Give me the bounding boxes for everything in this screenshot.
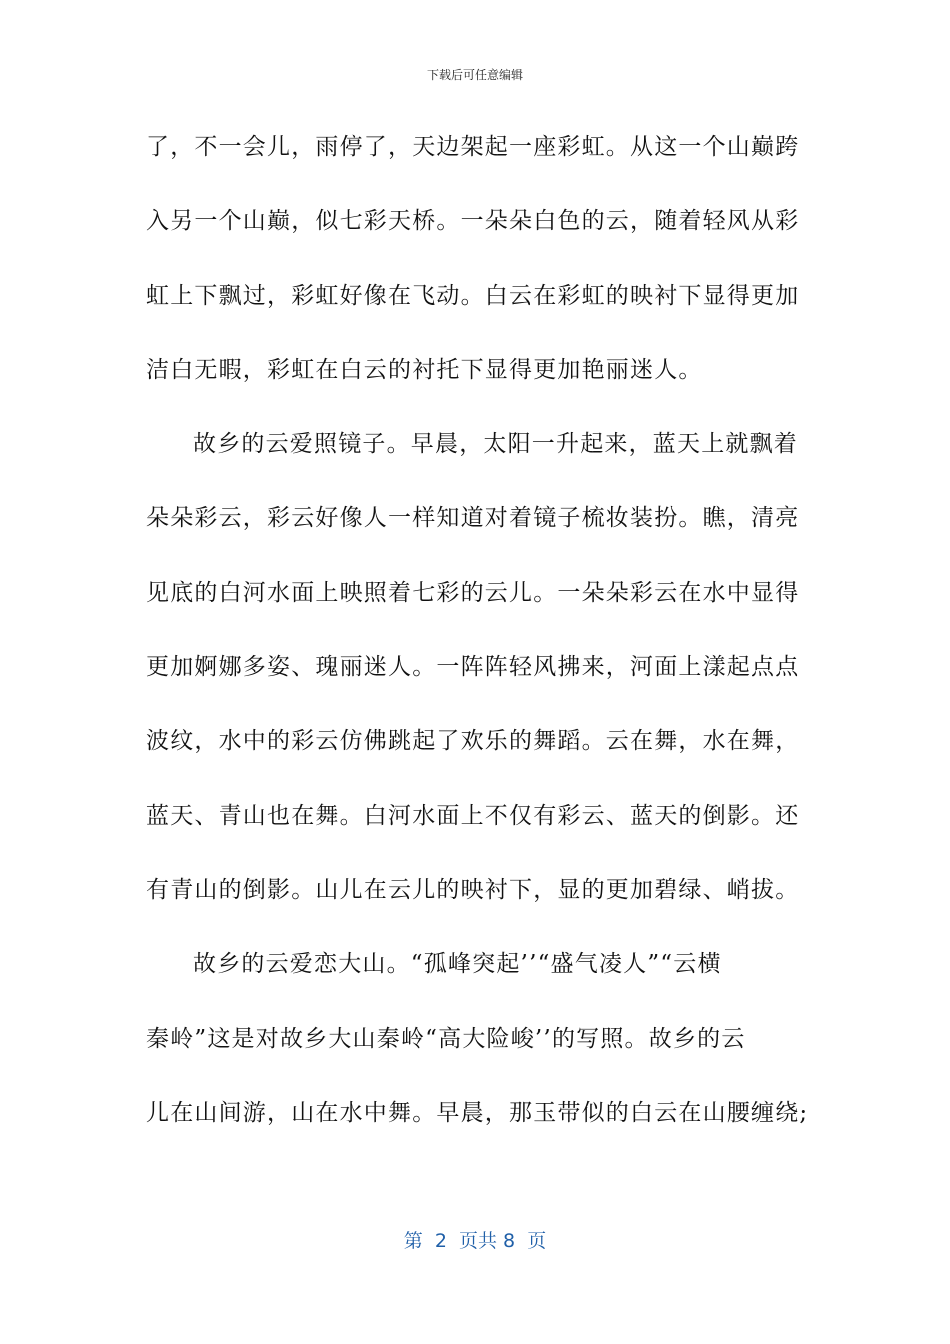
text-line: 虹上下飘过，彩虹好像在飞动。白云在彩虹的映衬下显得更加: [146, 282, 800, 309]
text-line: 波纹，水中的彩云仿佛跳起了欢乐的舞蹈。云在舞，水在舞，: [146, 728, 800, 755]
text-line: 儿在山间游，山在水中舞。早晨，那玉带似的白云在山腰缠绕;: [146, 1099, 809, 1126]
page-number-footer: 第 2 页共 8 页: [403, 1230, 547, 1252]
text-line: 见底的白河水面上映照着七彩的云儿。一朵朵彩云在水中显得: [146, 579, 800, 606]
text-line: 入另一个山巅，似七彩天桥。一朵朵白色的云，随着轻风从彩: [146, 208, 800, 235]
text-line: 有青山的倒影。山儿在云儿的映衬下，显的更加碧绿、峭拔。: [146, 876, 800, 903]
text-line: 洁白无暇，彩虹在白云的衬托下显得更加艳丽迷人。: [146, 356, 703, 383]
document-body: [146, 120, 809, 1160]
page-header: 下载后可任意编辑: [426, 68, 523, 82]
text-line: 蓝天、青山也在舞。白河水面上不仅有彩云、蓝天的倒影。还: [146, 802, 800, 829]
paragraph-start-line: 故乡的云爱恋大山。“孤峰突起’’“盛气凌人”“云横: [193, 951, 722, 978]
paragraph-start-line: 故乡的云爱照镜子。早晨，太阳一升起来，蓝天上就飘着: [193, 431, 798, 458]
text-line: 秦岭”这是对故乡大山秦岭“高大险峻’’的写照。故乡的云: [146, 1025, 746, 1052]
text-line: 了，不一会儿，雨停了，天边架起一座彩虹。从这一个山巅跨: [146, 134, 800, 160]
text-line: 朵朵彩云，彩云好像人一样知道对着镜子梳妆装扮。瞧，清亮: [146, 505, 800, 532]
text-line: 更加婀娜多姿、瑰丽迷人。一阵阵轻风拂来，河面上漾起点点: [146, 654, 800, 681]
